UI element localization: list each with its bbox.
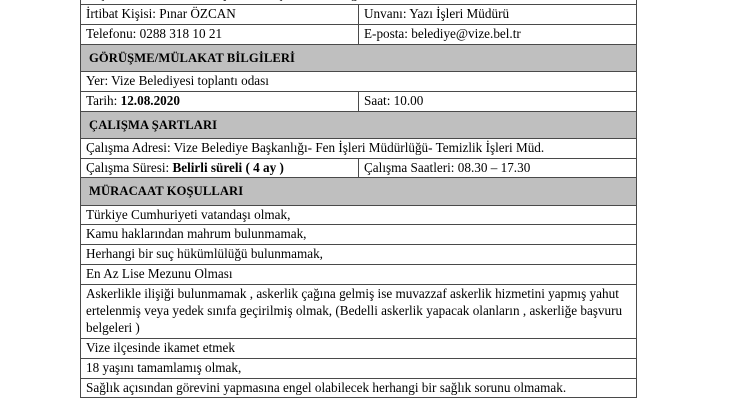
irtibat-kisisi-cell: İrtibat Kişisi: Pınar ÖZCAN [81, 4, 359, 24]
section-heading-gorusme-label: GÖRÜŞME/MÜLAKAT BİLGİLERİ [81, 44, 637, 71]
table-row-kosul [81, 225, 637, 245]
section-heading-muracaat-label: MÜRACAAT KOŞULLARI [81, 178, 637, 205]
table-row-kosul [81, 358, 637, 378]
table-row-yer [81, 71, 637, 91]
table-row-tarih-saat [81, 91, 637, 111]
unvan-cell: Unvanı: Yazı İşleri Müdürü [359, 4, 637, 24]
tarih-value: 12.08.2020 [120, 92, 180, 108]
table-row-kosul [81, 338, 637, 358]
eposta-cell: E-posta: belediye@vize.bel.tr [359, 24, 637, 44]
table-row-kosul [81, 205, 637, 225]
kosul-cell: Kamu haklarından mahrum bulunmamak, [81, 225, 637, 245]
tarih-cell [81, 91, 359, 111]
kosul-cell: Herhangi bir suç hükümlülüğü bulunmamak, [81, 245, 637, 265]
section-heading-calisma-label: ÇALIŞMA ŞARTLARI [81, 111, 637, 138]
kosul-cell: Askerlikle ilişiği bulunmamak , askerlik çağına gelmiş ise muvazzaf askerlik hizmetini yapmış yahut ertelenmiş veya yedek sınıfa geçirilmiş olmak, (Bedelli askerlik yapacak olanların , askerliğe başvuru belgeleri ) [81, 285, 637, 339]
table-row-kosul [81, 378, 637, 398]
telefon-cell: Telefonu: 0288 318 10 21 [81, 24, 359, 44]
kosul-cell: 18 yaşını tamamlamış olmak, [81, 358, 637, 378]
table-body [81, 0, 637, 398]
section-heading-muracaat [81, 178, 637, 205]
table-row-kosul [81, 245, 637, 265]
yer-cell: Yer: Vize Belediyesi toplantı odası [81, 71, 637, 91]
kosul-cell: En Az Lise Mezunu Olması [81, 265, 637, 285]
calisma-suresi-cell [81, 158, 359, 178]
kosul-cell: Türkiye Cumhuriyeti vatandaşı olmak, [81, 205, 637, 225]
table-row-calisma-suresi [81, 158, 637, 178]
table-row-calisma-adresi [81, 138, 637, 158]
table-row-kosul [81, 285, 637, 339]
section-heading-gorusme [81, 44, 637, 71]
kosul-cell: Vize ilçesinde ikamet etmek [81, 338, 637, 358]
tarih-label: Tarih: [86, 92, 121, 108]
table-row-irtibat [81, 4, 637, 24]
calisma-adresi-cell: Çalışma Adresi: Vize Belediye Başkanlığı- Fen İşleri Müdürlüğü- Temizlik İşleri Müd. [81, 138, 637, 158]
calisma-suresi-label: Çalışma Süresi: [86, 159, 173, 175]
ilan-table [80, 0, 637, 398]
table-row-telefon [81, 24, 637, 44]
section-heading-calisma [81, 111, 637, 138]
kosul-cell: Sağlık açısından görevini yapmasına engel olabilecek herhangi bir sağlık sorunu olmamak. [81, 378, 637, 398]
calisma-saatleri-cell: Çalışma Saatleri: 08.30 – 17.30 [359, 158, 637, 178]
table-row-kosul [81, 265, 637, 285]
calisma-suresi-value: Belirli süreli ( 4 ay ) [172, 159, 284, 175]
saat-cell: Saat: 10.00 [359, 91, 637, 111]
